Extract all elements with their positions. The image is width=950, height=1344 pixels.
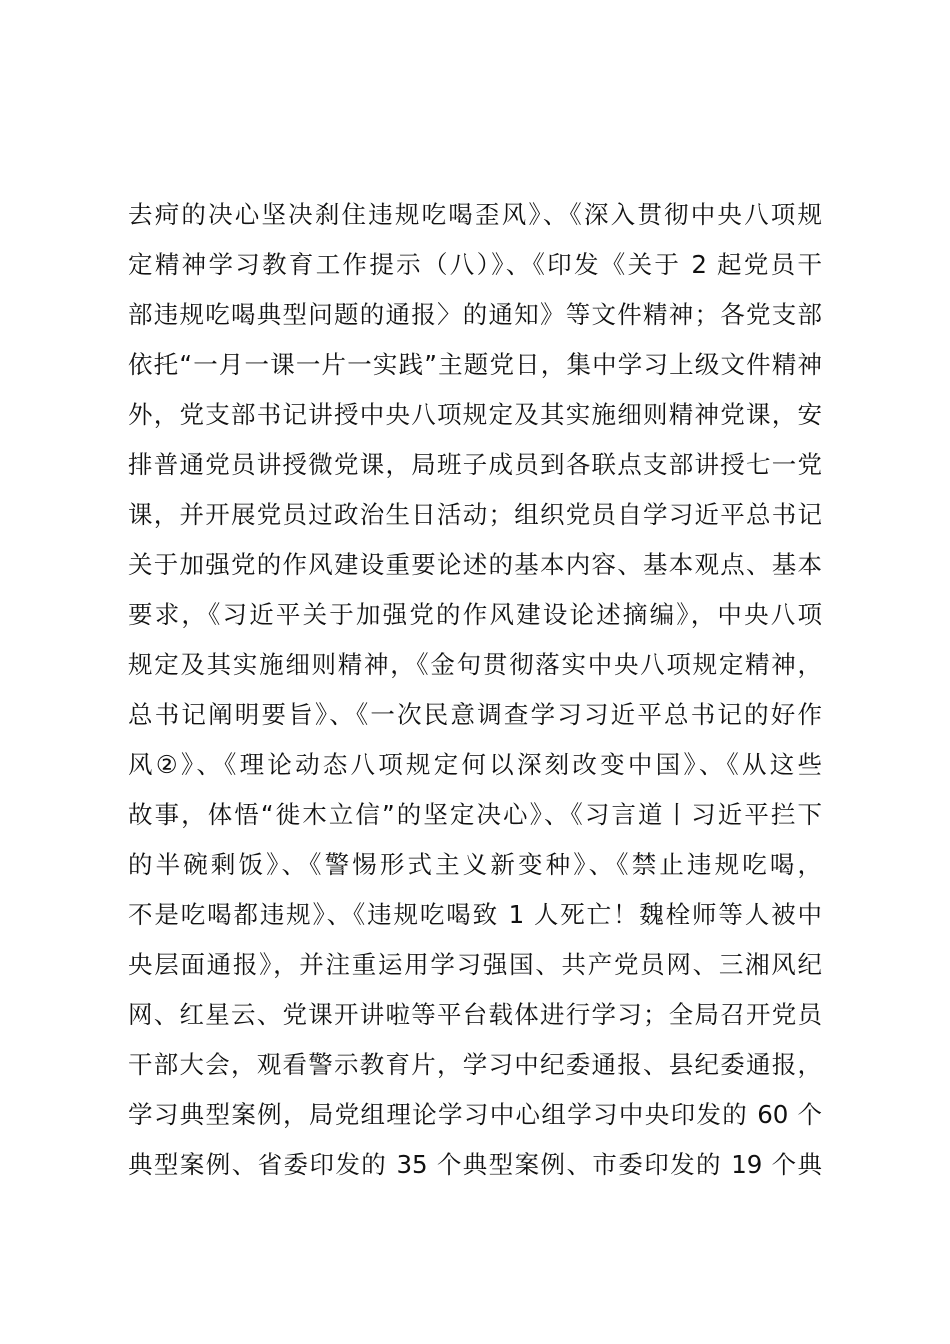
text-line: 典型案例、省委印发的 35 个典型案例、市委印发的 19 个典 (128, 1150, 822, 1179)
text-line: 网、红星云、党课开讲啦等平台载体进行学习；全局召开党员 (128, 1000, 822, 1029)
text-line: 总书记阐明要旨》、《一次民意调查学习习近平总书记的好作 (128, 700, 822, 729)
text-line: 排普通党员讲授微党课，局班子成员到各联点支部讲授七一党 (128, 450, 822, 479)
text-line: 去疴的决心坚决刹住违规吃喝歪风》、《深入贯彻中央八项规 (128, 200, 822, 229)
text-line: 关于加强党的作风建设重要论述的基本内容、基本观点、基本 (128, 550, 822, 579)
document-body (128, 190, 822, 1190)
text-line: 风②》、《理论动态八项规定何以深刻改变中国》、《从这些 (128, 750, 822, 779)
text-line: 干部大会，观看警示教育片，学习中纪委通报、县纪委通报， (128, 1050, 822, 1079)
text-line: 学习典型案例，局党组理论学习中心组学习中央印发的 60 个 (128, 1100, 822, 1129)
text-line: 要求，《习近平关于加强党的作风建设论述摘编》，中央八项 (128, 600, 822, 629)
text-line: 规定及其实施细则精神，《金句贯彻落实中央八项规定精神， (128, 650, 822, 679)
text-line: 定精神学习教育工作提示（八）》、《印发《关于 2 起党员干 (128, 250, 822, 279)
text-line: 部违规吃喝典型问题的通报〉的通知》等文件精神；各党支部 (128, 300, 822, 329)
text-line: 依托“一月一课一片一实践”主题党日，集中学习上级文件精神 (128, 350, 822, 379)
text-line: 不是吃喝都违规》、《违规吃喝致 1 人死亡！魏栓师等人被中 (128, 900, 822, 929)
text-line: 央层面通报》，并注重运用学习强国、共产党员网、三湘风纪 (128, 950, 822, 979)
text-line: 故事，体悟“徙木立信”的坚定决心》、《习言道丨习近平拦下 (128, 800, 822, 829)
text-line: 外，党支部书记讲授中央八项规定及其实施细则精神党课，安 (128, 400, 822, 429)
text-line: 的半碗剩饭》、《警惕形式主义新变种》、《禁止违规吃喝， (128, 850, 822, 879)
text-line: 课，并开展党员过政治生日活动；组织党员自学习近平总书记 (128, 500, 822, 529)
